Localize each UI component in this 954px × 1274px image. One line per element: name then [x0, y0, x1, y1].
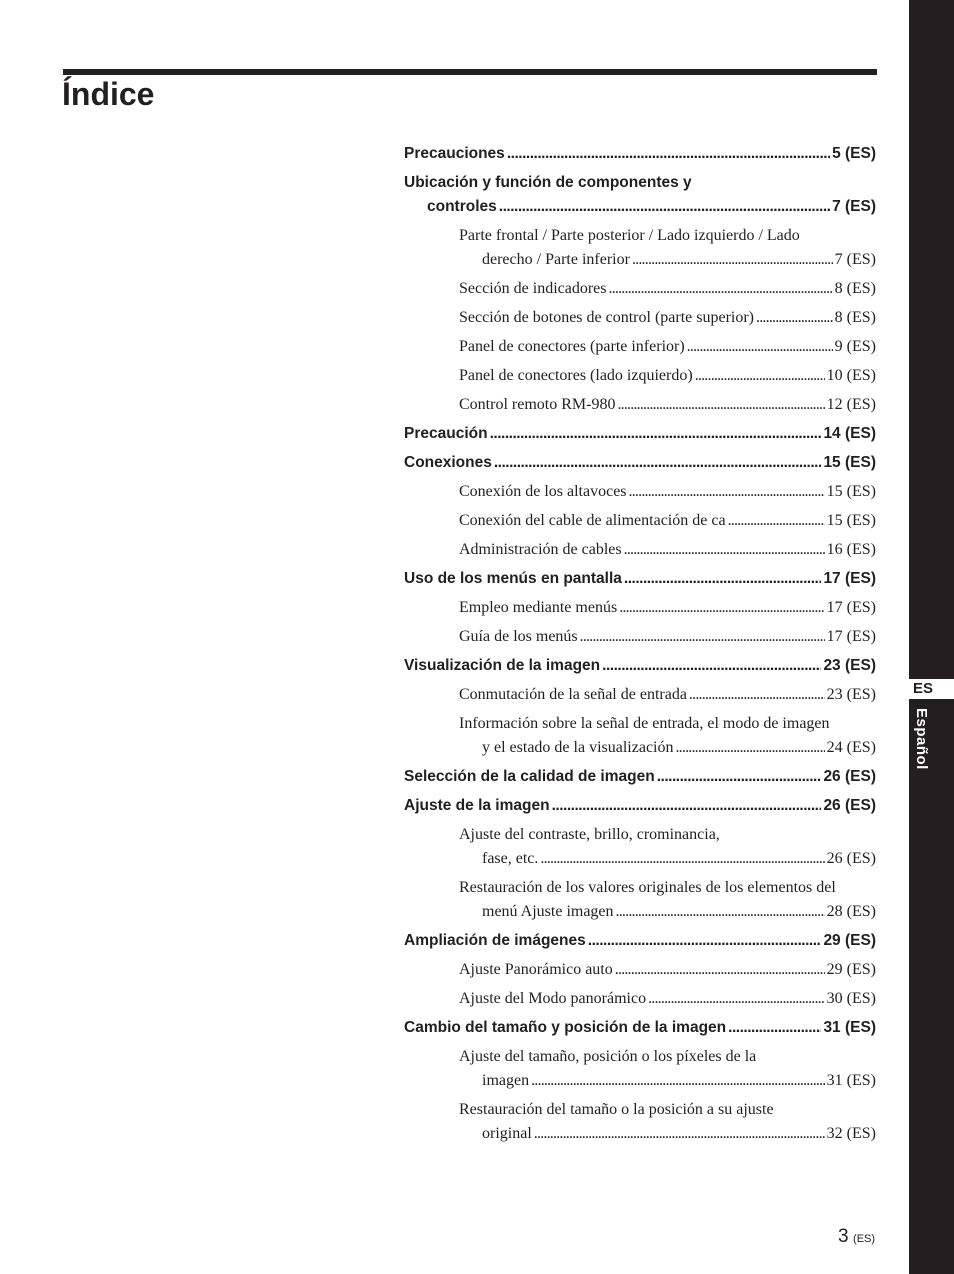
- toc-entry-text: Administración de cables: [459, 541, 622, 558]
- dot-leader: [588, 929, 822, 953]
- toc-entry-text: Información sobre la señal de entrada, el modo de imagen: [459, 715, 830, 732]
- dot-leader: [552, 794, 822, 818]
- toc-entry-page: 14 (ES): [823, 425, 876, 442]
- toc-entry[interactable]: [404, 335, 876, 364]
- toc-entry[interactable]: [404, 567, 876, 596]
- dot-leader: [624, 538, 825, 562]
- toc-entry[interactable]: [404, 625, 876, 654]
- toc-entry-text: Panel de conectores (parte inferior): [459, 338, 685, 355]
- toc-entry-page: 23 (ES): [823, 657, 876, 674]
- toc-entry[interactable]: [404, 277, 876, 306]
- language-code: ES: [913, 680, 934, 697]
- dot-leader: [695, 364, 825, 388]
- toc-entry-text: Conexión de los altavoces: [459, 483, 627, 500]
- toc-entry-text: Guía de los menús: [459, 628, 578, 645]
- toc-entry[interactable]: [404, 958, 876, 987]
- toc-entry-text: Conexiones: [404, 454, 492, 471]
- title-rule: [63, 69, 877, 75]
- toc-entry-text: derecho / Parte inferior: [482, 251, 630, 268]
- toc-entry-page: 8 (ES): [834, 309, 876, 326]
- dot-leader: [689, 683, 825, 707]
- toc-entry[interactable]: [404, 929, 876, 958]
- toc-entry[interactable]: [404, 654, 876, 683]
- dot-leader: [728, 509, 825, 533]
- toc-entry-page: 24 (ES): [826, 739, 876, 756]
- toc-entry-page: 26 (ES): [823, 797, 876, 814]
- toc-entry[interactable]: [404, 1098, 876, 1151]
- toc-entry[interactable]: [404, 823, 876, 876]
- toc-entry[interactable]: [404, 364, 876, 393]
- dot-leader: [675, 736, 824, 760]
- toc-entry-text: Empleo mediante menús: [459, 599, 618, 616]
- dot-leader: [499, 195, 830, 219]
- dot-leader: [657, 765, 822, 789]
- toc-entry[interactable]: [404, 1016, 876, 1045]
- toc-entry[interactable]: [404, 422, 876, 451]
- toc-entry-page: 15 (ES): [826, 512, 876, 529]
- dot-leader: [531, 1069, 825, 1093]
- dot-leader: [490, 422, 822, 446]
- toc-entry[interactable]: [404, 538, 876, 567]
- toc-entry[interactable]: [404, 509, 876, 538]
- toc-entry[interactable]: [404, 306, 876, 335]
- toc-entry-text: Uso de los menús en pantalla: [404, 570, 622, 587]
- toc-entry[interactable]: [404, 596, 876, 625]
- toc-entry-text: Ampliación de imágenes: [404, 932, 586, 949]
- toc-entry-text: fase, etc.: [482, 850, 539, 867]
- dot-leader: [616, 900, 825, 924]
- page-number-suffix: (ES): [853, 1233, 876, 1245]
- dot-leader: [756, 306, 833, 330]
- dot-leader: [507, 142, 830, 166]
- toc-entry-text: original: [482, 1125, 532, 1142]
- toc-entry-text: Sección de botones de control (parte superior): [459, 309, 755, 326]
- toc-entry[interactable]: [404, 876, 876, 929]
- toc-entry-page: 15 (ES): [823, 454, 876, 471]
- dot-leader: [580, 625, 825, 649]
- toc-entry-page: 17 (ES): [823, 570, 876, 587]
- toc-entry[interactable]: [404, 712, 876, 765]
- toc-entry-text: Control remoto RM-980: [459, 396, 616, 413]
- toc-entry-text: y el estado de la visualización: [482, 739, 674, 756]
- language-name: Español: [913, 708, 930, 770]
- toc-entry-text: Conmutación de la señal de entrada: [459, 686, 687, 703]
- toc-entry[interactable]: [404, 1045, 876, 1098]
- toc-entry-text: Ajuste Panorámico auto: [459, 961, 613, 978]
- toc-entry-page: 26 (ES): [826, 850, 876, 867]
- toc-entry-text: controles: [427, 198, 497, 215]
- page-number: [838, 1226, 875, 1248]
- toc-entry-text: Restauración del tamaño o la posición a su ajuste: [459, 1101, 774, 1118]
- toc-entry-text: Ubicación y función de componentes y: [404, 174, 692, 191]
- toc-entry-page: 29 (ES): [823, 932, 876, 949]
- dot-leader: [687, 335, 833, 359]
- toc-entry-text: Ajuste del tamaño, posición o los píxeles de la: [459, 1048, 757, 1065]
- toc-entry[interactable]: [404, 765, 876, 794]
- toc-entry-page: 16 (ES): [826, 541, 876, 558]
- toc-entry[interactable]: [404, 224, 876, 277]
- toc-entry-page: 17 (ES): [826, 628, 876, 645]
- dot-leader: [632, 248, 833, 272]
- dot-leader: [494, 451, 822, 475]
- toc-entry-page: 30 (ES): [826, 990, 876, 1007]
- dot-leader: [609, 277, 833, 301]
- dot-leader: [648, 987, 825, 1011]
- toc-entry-page: 29 (ES): [826, 961, 876, 978]
- toc-entry-text: Ajuste de la imagen: [404, 797, 550, 814]
- toc-entry-page: 26 (ES): [823, 768, 876, 785]
- toc-entry-page: 15 (ES): [826, 483, 876, 500]
- toc-entry-text: Ajuste del contraste, brillo, crominancia,: [459, 826, 720, 843]
- toc-entry-page: 7 (ES): [834, 251, 876, 268]
- toc-entry-page: 8 (ES): [834, 280, 876, 297]
- toc-entry-text: Sección de indicadores: [459, 280, 607, 297]
- toc-entry-text: menú Ajuste imagen: [482, 903, 614, 920]
- toc-entry[interactable]: [404, 171, 876, 224]
- toc-entry[interactable]: [404, 142, 876, 171]
- toc-entry-page: 31 (ES): [823, 1019, 876, 1036]
- toc-entry[interactable]: [404, 451, 876, 480]
- toc-entry-page: 28 (ES): [826, 903, 876, 920]
- toc-entry-page: 17 (ES): [826, 599, 876, 616]
- toc-entry-page: 9 (ES): [834, 338, 876, 355]
- table-of-contents: [404, 142, 876, 1151]
- language-side-tab: [909, 0, 954, 1274]
- toc-entry-text: Conexión del cable de alimentación de ca: [459, 512, 726, 529]
- dot-leader: [615, 958, 825, 982]
- dot-leader: [534, 1122, 825, 1146]
- toc-entry-text: Precaución: [404, 425, 488, 442]
- dot-leader: [728, 1016, 821, 1040]
- toc-entry-page: 23 (ES): [826, 686, 876, 703]
- dot-leader: [617, 393, 824, 417]
- toc-entry[interactable]: [404, 393, 876, 422]
- toc-entry-text: Panel de conectores (lado izquierdo): [459, 367, 693, 384]
- toc-entry-text: Parte frontal / Parte posterior / Lado izquierdo / Lado: [459, 227, 800, 244]
- toc-entry-page: 32 (ES): [826, 1125, 876, 1142]
- dot-leader: [602, 654, 821, 678]
- toc-entry[interactable]: [404, 683, 876, 712]
- toc-entry-text: Visualización de la imagen: [404, 657, 601, 674]
- toc-entry-text: Precauciones: [404, 145, 505, 162]
- toc-entry-page: 31 (ES): [826, 1072, 876, 1089]
- toc-entry[interactable]: [404, 480, 876, 509]
- toc-entry-page: 7 (ES): [832, 198, 876, 215]
- toc-entry-page: 5 (ES): [832, 145, 876, 162]
- dot-leader: [624, 567, 822, 591]
- dot-leader: [629, 480, 825, 504]
- dot-leader: [540, 847, 824, 871]
- toc-entry-text: Ajuste del Modo panorámico: [459, 990, 647, 1007]
- toc-entry-text: Selección de la calidad de imagen: [404, 768, 655, 785]
- toc-entry-text: imagen: [482, 1072, 530, 1089]
- dot-leader: [619, 596, 824, 620]
- page-number-value: 3: [838, 1226, 849, 1247]
- toc-entry-page: 12 (ES): [826, 396, 876, 413]
- toc-entry[interactable]: [404, 987, 876, 1016]
- page-title: Índice: [62, 76, 155, 112]
- toc-entry[interactable]: [404, 794, 876, 823]
- toc-entry-text: Cambio del tamaño y posición de la imagen: [404, 1019, 727, 1036]
- toc-entry-text: Restauración de los valores originales de los elementos del: [459, 879, 836, 896]
- toc-entry-page: 10 (ES): [826, 367, 876, 384]
